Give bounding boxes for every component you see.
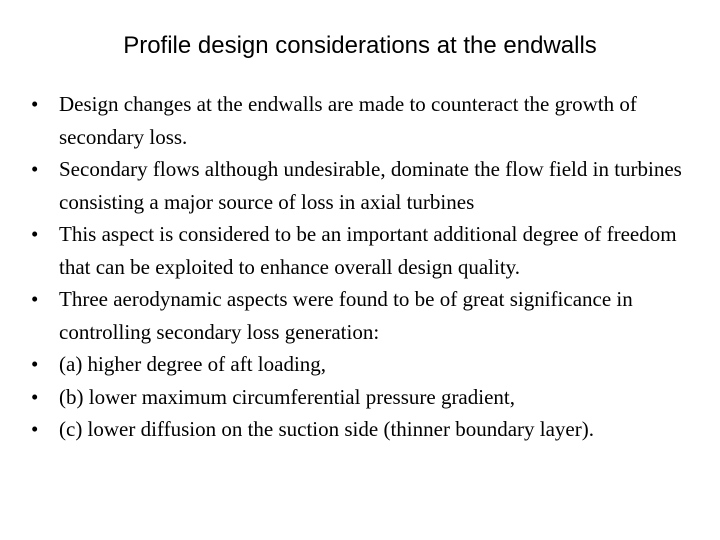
bullet-text: Secondary flows although undesirable, dominate the flow field in turbines consisting a major source of loss in axial turbines [59, 157, 682, 214]
bullet-item [31, 153, 701, 218]
bullet-icon: • [31, 222, 39, 246]
bullet-item [31, 88, 701, 153]
bullet-text: (b) lower maximum circumferential pressure gradient, [59, 384, 515, 409]
bullet-icon: • [31, 92, 39, 116]
bullet-item [31, 381, 701, 414]
bullet-icon: • [31, 352, 39, 376]
bullet-text: (a) higher degree of aft loading, [59, 352, 327, 376]
slide-title: Profile design considerations at the endwalls [123, 32, 597, 59]
bullet-text: This aspect is considered to be an important additional degree of freedom that can be exploited to enhance overall design quality. [59, 222, 677, 279]
bullet-item [31, 283, 701, 348]
bullet-text: Three aerodynamic aspects were found to be of great significance in controlling secondary loss generation: [59, 287, 633, 344]
bullet-item [31, 348, 701, 381]
bullet-text: (c) lower diffusion on the suction side (thinner boundary layer). [59, 417, 594, 441]
bullet-text: Design changes at the endwalls are made to counteract the growth of secondary loss. [59, 92, 637, 149]
bullet-icon: • [31, 417, 39, 441]
bullet-icon: • [31, 287, 39, 311]
bullet-icon: • [31, 157, 39, 181]
bullet-list [31, 88, 701, 446]
bullet-item [31, 218, 701, 283]
bullet-icon: • [31, 384, 39, 409]
bullet-item [31, 413, 701, 446]
